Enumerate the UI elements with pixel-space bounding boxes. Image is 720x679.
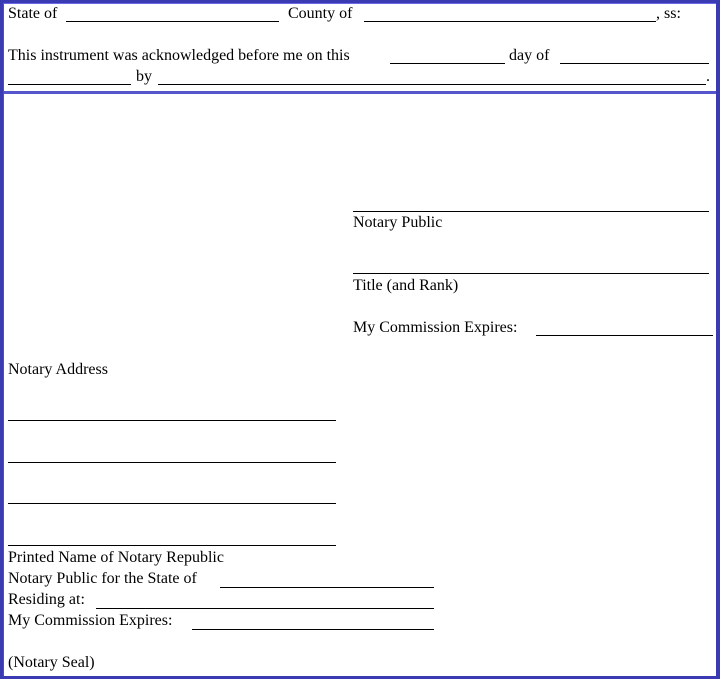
notary-for-state-label: Notary Public for the State of — [8, 570, 197, 587]
ss-label: , ss: — [656, 5, 681, 22]
by-name-field[interactable] — [158, 84, 706, 85]
address-line-1[interactable] — [8, 420, 336, 421]
commission-expires-label: My Commission Expires: — [353, 319, 518, 336]
acknowledgment-text: This instrument was acknowledged before me on this — [8, 47, 350, 64]
address-line-3[interactable] — [8, 503, 336, 504]
county-field[interactable] — [364, 21, 656, 22]
state-field[interactable] — [66, 21, 279, 22]
title-rank-label: Title (and Rank) — [353, 277, 459, 294]
by-label: by — [136, 68, 152, 85]
notary-signature-line[interactable] — [353, 211, 709, 212]
date-day-field[interactable] — [390, 63, 505, 64]
address-line-2[interactable] — [8, 462, 336, 463]
end-period: . — [706, 68, 710, 85]
printed-name-label: Printed Name of Notary Republic — [8, 549, 224, 566]
residing-at-label: Residing at: — [8, 591, 85, 608]
notary-public-label: Notary Public — [353, 214, 443, 231]
title-rank-line[interactable] — [353, 273, 709, 274]
notary-state-field[interactable] — [220, 587, 434, 588]
address-line-4[interactable] — [8, 545, 336, 546]
day-of-label: day of — [509, 47, 550, 64]
year-field[interactable] — [8, 84, 131, 85]
notary-seal-label: (Notary Seal) — [8, 654, 95, 671]
commission-expires-field[interactable] — [536, 335, 713, 336]
state-label: State of — [8, 5, 58, 22]
footer-commission-field[interactable] — [192, 629, 434, 630]
month-field[interactable] — [560, 63, 709, 64]
residing-at-field[interactable] — [96, 608, 434, 609]
county-label: County of — [288, 5, 353, 22]
notary-address-label: Notary Address — [8, 361, 108, 378]
footer-commission-label: My Commission Expires: — [8, 612, 173, 629]
section-divider — [4, 91, 716, 94]
